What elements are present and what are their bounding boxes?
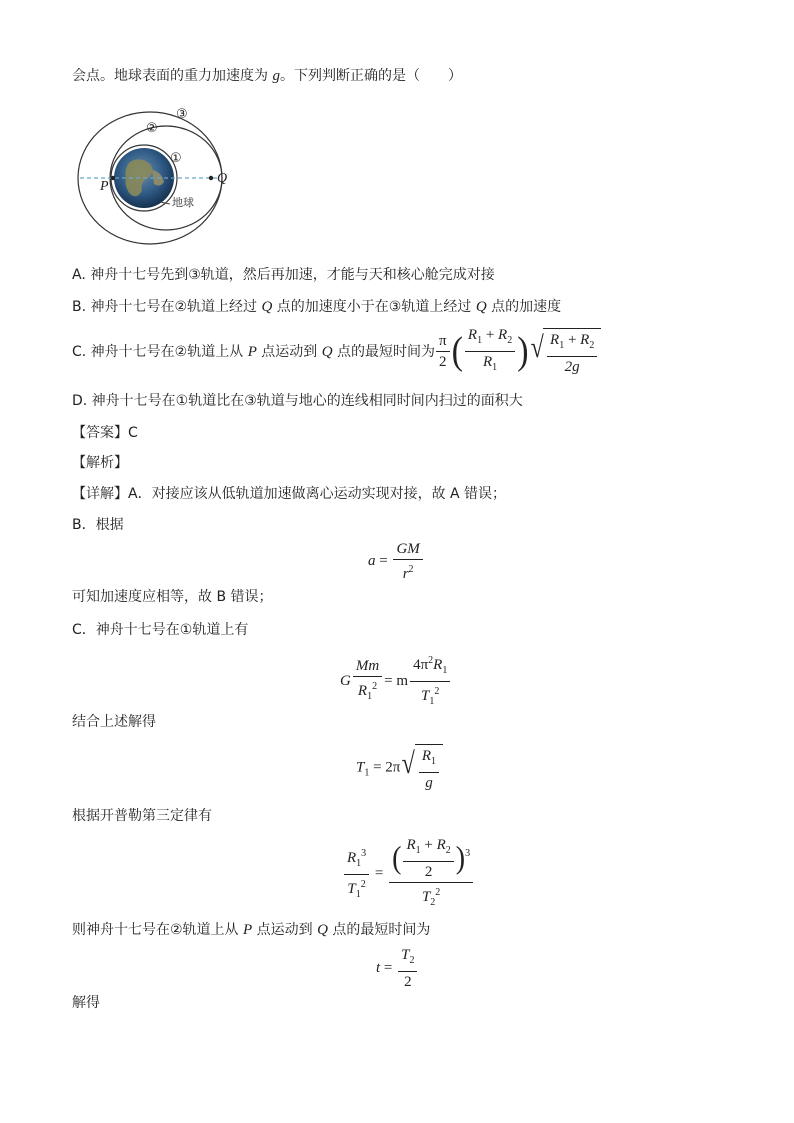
detail-line-6: 根据开普勒第三定律有: [72, 808, 212, 824]
option-d: D. 神舟十七号在①轨道比在③轨道与地心的连线相同时间内扫过的面积大: [72, 393, 523, 409]
orbit-label-2: ②: [146, 121, 158, 136]
detail-line-8: 解得: [72, 995, 100, 1011]
formula-gravitation: G $\frac{Mm}{R_1^2}$ = m $\frac{4\pi^2R_1}{T_1^2}$: [340, 652, 452, 711]
option-c-formula: $\frac{\pi}{2}$ ( $\frac{R_1 + R_2}{R_1}$ ) √ $\frac{R_1 + R_2}{2g}$: [434, 326, 601, 377]
detail-line-4: C．神舟十七号在①轨道上有: [72, 622, 249, 638]
formula-acceleration: a = $\frac{GM}{r^2}$: [368, 540, 425, 583]
orbit-label-3: ③: [176, 107, 188, 122]
answer-line: 【答案】C: [72, 425, 138, 441]
analysis-heading: 【解析】: [72, 455, 128, 471]
detail-line-7: 则神舟十七号在②轨道上从 P 点运动到 Q 点的最短时间为: [72, 922, 431, 938]
detail-line-2: B．根据: [72, 517, 124, 533]
formula-period: $T_1 = 2\pi$ √ $\frac{R_1}{g}$: [356, 744, 443, 792]
formula-kepler: $\frac{R_1^3}{T_1^2}$ = ( $\frac{R_1 + R_2}{2}$ )$^3$ $T_2^2$: [342, 836, 475, 912]
option-c: C. 神舟十七号在②轨道上从 P 点运动到 Q 点的最短时间为: [72, 344, 436, 360]
orbit-label-1: ①: [170, 151, 182, 166]
option-a: A. 神舟十七号先到③轨道，然后再加速，才能与天和核心舱完成对接: [72, 267, 495, 283]
formula-tmin: t = $\frac{T_2}{2}$: [376, 946, 419, 991]
detail-line-1: 【详解】A．对接应该从低轨道加速做离心运动实现对接，故 A 错误；: [72, 486, 507, 502]
detail-line-5: 结合上述解得: [72, 714, 156, 730]
orbit-diagram: [72, 100, 242, 250]
detail-line-3: 可知加速度应相等，故 B 错误；: [72, 589, 273, 605]
answer-value: C: [128, 425, 138, 441]
question-intro: 会点。地球表面的重力加速度为 g。下列判断正确的是（ ）: [72, 68, 462, 84]
point-p-label: P: [100, 179, 109, 194]
point-q-label: Q: [217, 171, 228, 186]
earth-label: 地球: [172, 196, 194, 209]
option-b: B. 神舟十七号在②轨道上经过 Q 点的加速度小于在③轨道上经过 Q 点的加速度: [72, 299, 562, 315]
